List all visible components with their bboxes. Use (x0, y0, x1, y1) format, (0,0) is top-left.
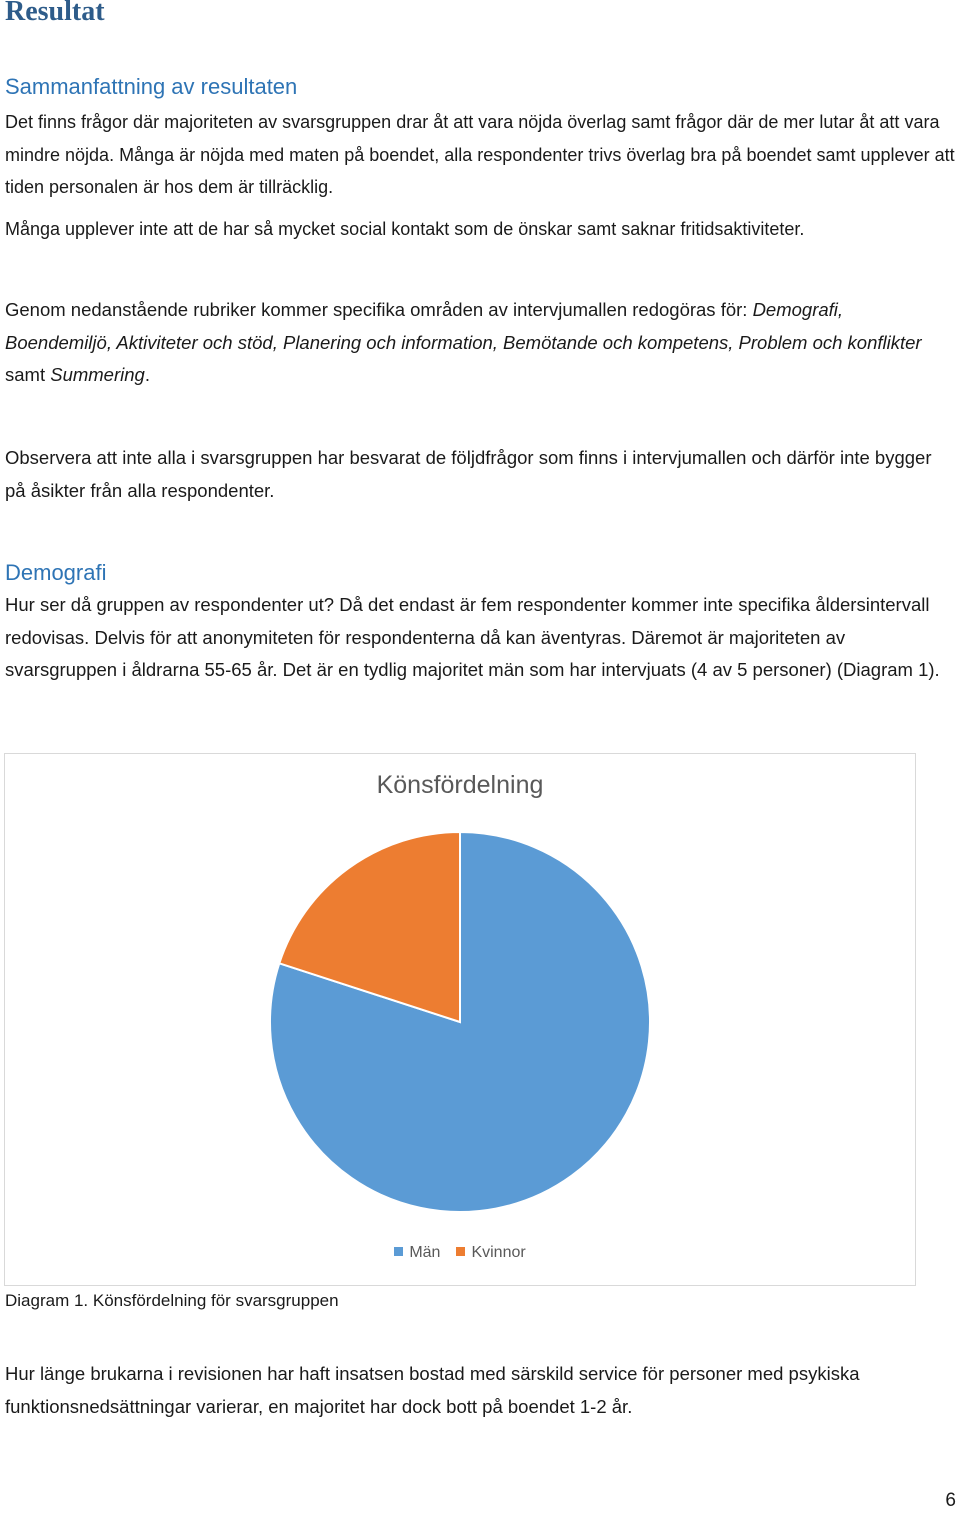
note-paragraph: Observera att inte alla i svarsgruppen har besvarat de följdfrågor som finns i intervjumallen och därför inte bygger på åsikter från alla respondenter. (5, 447, 932, 501)
topics-intro: Genom nedanstående rubriker kommer specifika områden av intervjumallen redogöras för: (5, 299, 748, 320)
summary-paragraph (5, 106, 955, 246)
topics-list: Demografi, Boendemiljö, Aktiviteter och stöd, Planering och information, Bemötande och kompetens, Problem och konflikter (5, 299, 922, 353)
section-title-summary: Sammanfattning av resultaten (5, 74, 298, 99)
pie-chart-container (4, 753, 916, 1286)
chart-legend (5, 1244, 915, 1262)
topics-end: . (144, 364, 150, 386)
legend-swatch (394, 1247, 403, 1256)
chart-title: Könsfördelning (376, 771, 544, 799)
chart-caption: Diagram 1. Könsfördelning för svarsgruppen (5, 1291, 339, 1310)
social-contact-text: Många upplever inte att de har så mycket social kontakt som de önskar samt saknar fritidsaktiviteter. (5, 219, 805, 240)
topics-samt: samt (5, 364, 51, 386)
demografi-paragraph: Hur ser då gruppen av respondenter ut? Då det endast är fem respondenter kommer inte specifika åldersintervall redovisas. Delvis för att anonymiteten för respondenterna då kan äventyras. Däremot är majoriteten av svarsgruppen i åldrarna 55-65 år. Det är en tydlig majoritet män som har intervjuats (4 av 5 personer) (Diagram 1). (5, 594, 940, 681)
page-number: 6 (945, 1490, 956, 1511)
legend-label: Män (409, 1244, 441, 1261)
closing-paragraph: Hur länge brukarna i revisionen har haft insatsen bostad med särskild service för personer med psykiska funktionsnedsättningar varierar, en majoritet har dock bott på boendet 1-2 år. (5, 1363, 860, 1417)
section-title-demografi: Demografi (5, 560, 107, 585)
topics-paragraph (5, 294, 955, 392)
legend-label: Kvinnor (471, 1244, 526, 1261)
summary-text: Det finns frågor där majoriteten av svarsgruppen drar åt att vara nöjda överlag samt frågor där de mer lutar åt att vara mindre nöjda. Många är nöjda med maten på boendet, alla respondenter trivs överlag bra på boendet samt upplever att tiden personalen är hos dem är tillräcklig. (5, 112, 955, 198)
topics-last: Summering (50, 364, 145, 386)
legend-item (394, 1244, 440, 1262)
page-heading: Resultat (5, 0, 105, 27)
pie-chart (5, 754, 915, 1285)
legend-swatch (456, 1247, 465, 1256)
legend-item (456, 1244, 525, 1262)
